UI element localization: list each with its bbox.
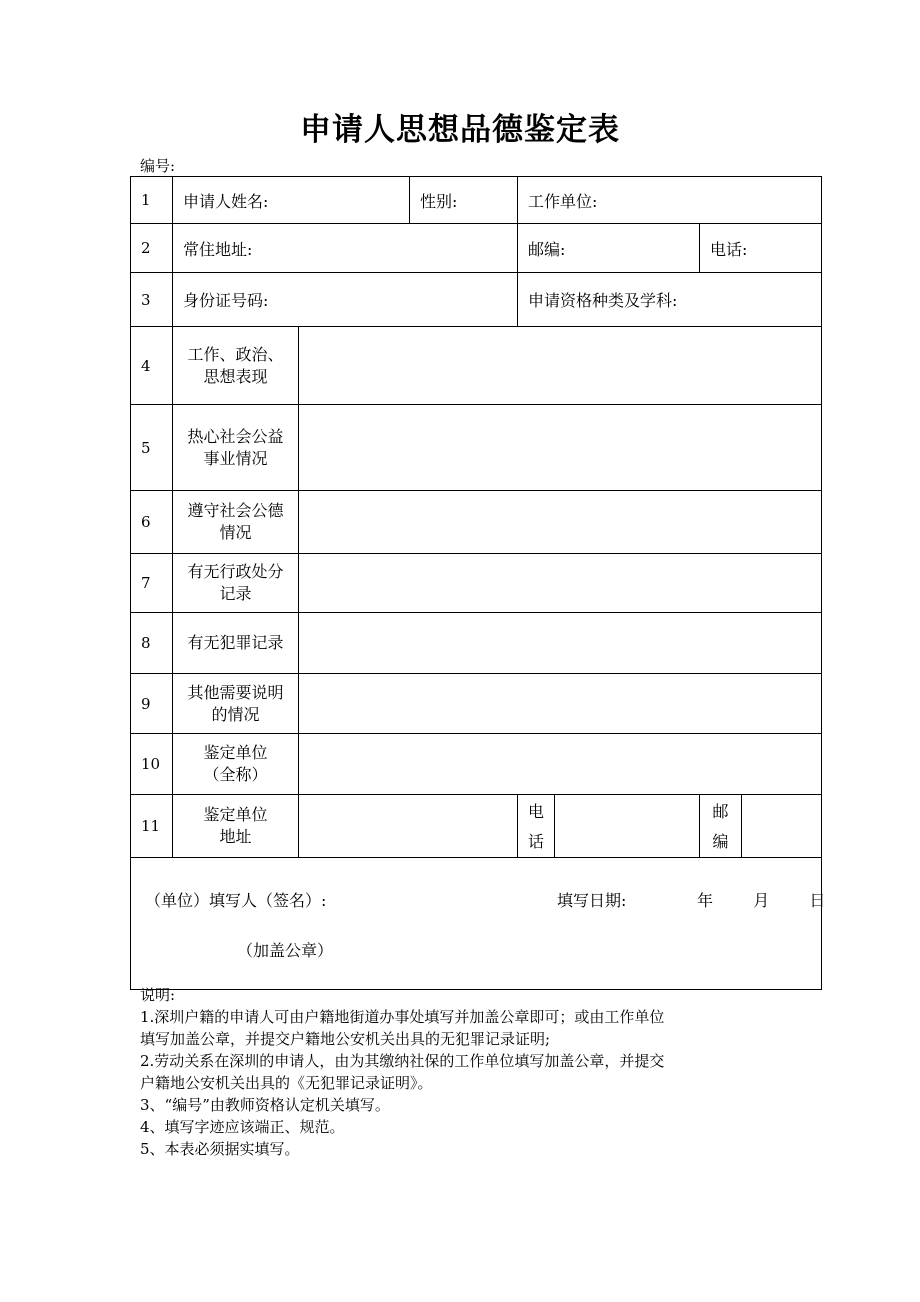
- row-number: 6: [131, 491, 173, 554]
- appraisal-form-table: [130, 176, 826, 990]
- employer-field[interactable]: [518, 177, 822, 224]
- address-label: 常住地址:: [183, 239, 253, 259]
- filler-signature-label: （单位）填写人（签名）:: [145, 891, 327, 910]
- row-label-line: 热心社会公益: [187, 426, 284, 446]
- row-label: [173, 613, 299, 674]
- row-10: [131, 734, 822, 795]
- other-remarks-field[interactable]: [299, 674, 822, 734]
- phone-label: 电话:: [710, 239, 748, 259]
- instructions-notes: [140, 984, 800, 1160]
- row-label-line: 有无犯罪记录: [187, 633, 284, 652]
- employer-label: 工作单位:: [528, 191, 598, 211]
- signature-row: [131, 858, 822, 990]
- unit-phone-label: [518, 795, 555, 858]
- row-label-line: 事业情况: [203, 448, 268, 468]
- unit-postcode-label-line: 编: [712, 832, 729, 851]
- social-ethics-field[interactable]: [299, 491, 822, 554]
- unit-phone-label-line: 电: [527, 802, 544, 821]
- note-line: 户籍地公安机关出具的《无犯罪记录证明》。: [140, 1074, 433, 1092]
- row-label-line: 地址: [219, 827, 252, 846]
- page-title: 申请人思想品德鉴定表: [300, 112, 620, 148]
- row-label-line: 记录: [219, 584, 252, 603]
- row-number: 9: [131, 674, 173, 734]
- row-number: 2: [131, 224, 173, 273]
- row-number: 1: [131, 177, 173, 224]
- id-number-field[interactable]: [173, 273, 518, 327]
- row-number: 5: [131, 405, 173, 491]
- unit-postcode-label: [700, 795, 742, 858]
- postcode-field[interactable]: [518, 224, 700, 273]
- address-field[interactable]: [173, 224, 518, 273]
- appraisal-unit-address-field[interactable]: [299, 795, 518, 858]
- fill-date-label: 填写日期:: [557, 891, 627, 910]
- row-label-line: 鉴定单位: [203, 743, 268, 762]
- row-number: 10: [131, 734, 173, 795]
- row-number: 3: [131, 273, 173, 327]
- unit-postcode-label-line: 邮: [712, 802, 729, 821]
- row-6: [131, 491, 822, 554]
- serial-number-label: 编号:: [140, 157, 176, 175]
- row-label: [173, 734, 299, 795]
- row-label-line: 情况: [219, 523, 252, 542]
- row-11: [131, 795, 822, 858]
- row-label: [173, 554, 299, 613]
- date-year-label: 年: [697, 891, 714, 910]
- phone-field[interactable]: [700, 224, 822, 273]
- unit-phone-field[interactable]: [555, 795, 700, 858]
- row-label-line: 思想表现: [203, 366, 268, 386]
- note-line: 3、“编号”由教师资格认定机关填写。: [140, 1096, 390, 1114]
- applicant-name-label: 申请人姓名:: [183, 191, 269, 211]
- note-line: 1.深圳户籍的申请人可由户籍地街道办事处填写并加盖公章即可；或由工作单位: [140, 1008, 665, 1026]
- row-label: [173, 795, 299, 858]
- note-line: 4、填写字迹应该端正、规范。: [140, 1118, 345, 1136]
- gender-field[interactable]: [410, 177, 518, 224]
- row-9: [131, 674, 822, 734]
- unit-postcode-field[interactable]: [742, 795, 822, 858]
- administrative-penalty-field[interactable]: [299, 554, 822, 613]
- row-label: [173, 491, 299, 554]
- row-label-line: （全称）: [203, 765, 268, 784]
- row-label-line: 的情况: [211, 704, 260, 724]
- applicant-name-field[interactable]: [173, 177, 410, 224]
- row-number: 7: [131, 554, 173, 613]
- note-line: 2.劳动关系在深圳的申请人，由为其缴纳社保的工作单位填写加盖公章，并提交: [140, 1052, 665, 1070]
- id-number-label: 身份证号码:: [183, 291, 269, 310]
- notes-heading: 说明:: [140, 986, 176, 1004]
- unit-phone-label-line: 话: [527, 832, 544, 851]
- note-line: 填写加盖公章，并提交户籍地公安机关出具的无犯罪记录证明;: [140, 1030, 551, 1048]
- row-1: [131, 177, 822, 224]
- postcode-label: 邮编:: [528, 239, 566, 259]
- date-month-label: 月: [753, 891, 770, 910]
- row-3: [131, 273, 822, 327]
- appraisal-unit-name-field[interactable]: [299, 734, 822, 795]
- official-seal-label: （加盖公章）: [237, 941, 334, 960]
- row-5: [131, 405, 822, 491]
- row-number: 11: [131, 795, 173, 858]
- row-label-line: 遵守社会公德: [187, 501, 284, 520]
- row-label-line: 鉴定单位: [203, 805, 268, 824]
- qualification-label: 申请资格种类及学科:: [528, 291, 678, 310]
- row-7: [131, 554, 822, 613]
- row-label-line: 有无行政处分: [187, 562, 284, 581]
- row-number: 4: [131, 327, 173, 405]
- row-8: [131, 613, 822, 674]
- note-line: 5、本表必须据实填写。: [140, 1140, 300, 1158]
- row-label-line: 其他需要说明: [187, 682, 284, 702]
- public-welfare-field[interactable]: [299, 405, 822, 491]
- work-political-conduct-field[interactable]: [299, 327, 822, 405]
- row-label: [173, 674, 299, 734]
- row-number: 8: [131, 613, 173, 674]
- gender-label: 性别:: [420, 191, 458, 211]
- row-label: [173, 327, 299, 405]
- row-4: [131, 327, 822, 405]
- signature-block: [131, 858, 826, 990]
- qualification-field[interactable]: [518, 273, 822, 327]
- date-day-label: 日: [809, 891, 826, 910]
- row-label: [173, 405, 299, 491]
- row-label-line: 工作、政治、: [187, 344, 284, 364]
- row-2: [131, 224, 822, 273]
- criminal-record-field[interactable]: [299, 613, 822, 674]
